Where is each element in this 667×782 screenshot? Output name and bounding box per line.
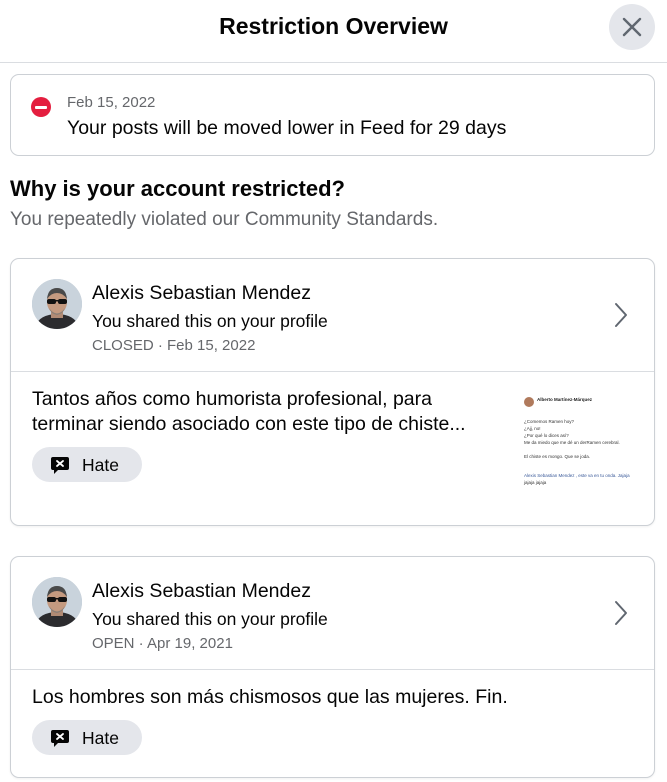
close-button[interactable] (609, 4, 655, 50)
avatar (32, 577, 82, 627)
post-text (32, 387, 466, 437)
stop-icon (31, 97, 51, 117)
thumbnail-author: Alberto Martínez-Márquez (537, 397, 593, 402)
avatar (32, 279, 82, 329)
post-author: Alexis Sebastian Mendez (92, 580, 311, 602)
post-author: Alexis Sebastian Mendez (92, 282, 311, 304)
hate-button[interactable] (32, 720, 142, 755)
hate-button-label: Hate (82, 454, 119, 475)
chevron-right-icon (614, 600, 628, 626)
alert-date: Feb 15, 2022 (67, 94, 156, 111)
reason-subtitle: You repeatedly violated our Community Standards. (10, 209, 439, 230)
alert-message: Your posts will be moved lower in Feed for 29 days (67, 117, 507, 139)
post-text-line: terminar siendo asociado con este tipo de chiste... (32, 413, 466, 435)
violation-post-card (10, 258, 655, 526)
post-text-line: Tantos años como humorista profesional, para (32, 388, 432, 410)
post-body (11, 670, 654, 778)
hate-button[interactable] (32, 447, 142, 482)
thumbnail-line: Me da miedo que me dé un derRamen cerebral. (524, 440, 620, 445)
flag-comment-icon (50, 728, 70, 748)
hate-button-label: Hate (82, 727, 119, 748)
dialog-header (0, 0, 667, 63)
close-icon (622, 17, 642, 37)
thumbnail-line: ¿Por qué lo dices así? (524, 433, 569, 438)
dialog-title: Restriction Overview (219, 13, 448, 39)
post-header[interactable] (11, 557, 654, 670)
flag-comment-icon (50, 455, 70, 475)
post-context: You shared this on your profile (92, 311, 328, 331)
violation-post-card (10, 556, 655, 778)
post-status: OPEN · Apr 19, 2021 (92, 635, 233, 652)
post-body (11, 372, 654, 526)
thumbnail-line: ¿Ajj, no! (524, 426, 541, 431)
post-context: You shared this on your profile (92, 609, 328, 629)
thumbnail-line: ¿Comemos Ramen hoy? (524, 419, 575, 424)
post-header[interactable] (11, 259, 654, 372)
post-text: Los hombres son más chismosos que las mujeres. Fin. (32, 686, 508, 708)
thumbnail-line: jajaja jajaja (524, 480, 547, 485)
restriction-alert-card (10, 74, 655, 156)
thumbnail-avatar (524, 397, 534, 407)
post-status: CLOSED · Feb 15, 2022 (92, 337, 256, 354)
chevron-right-icon (614, 302, 628, 328)
thumbnail-line: El chiste es mongo. Que se joda. (524, 454, 591, 459)
post-thumbnail[interactable] (516, 388, 632, 510)
reason-title: Why is your account restricted? (10, 176, 345, 201)
thumbnail-line: Alexis Sebastian Mendez , este va en tu onda. Jajaja (524, 473, 630, 478)
